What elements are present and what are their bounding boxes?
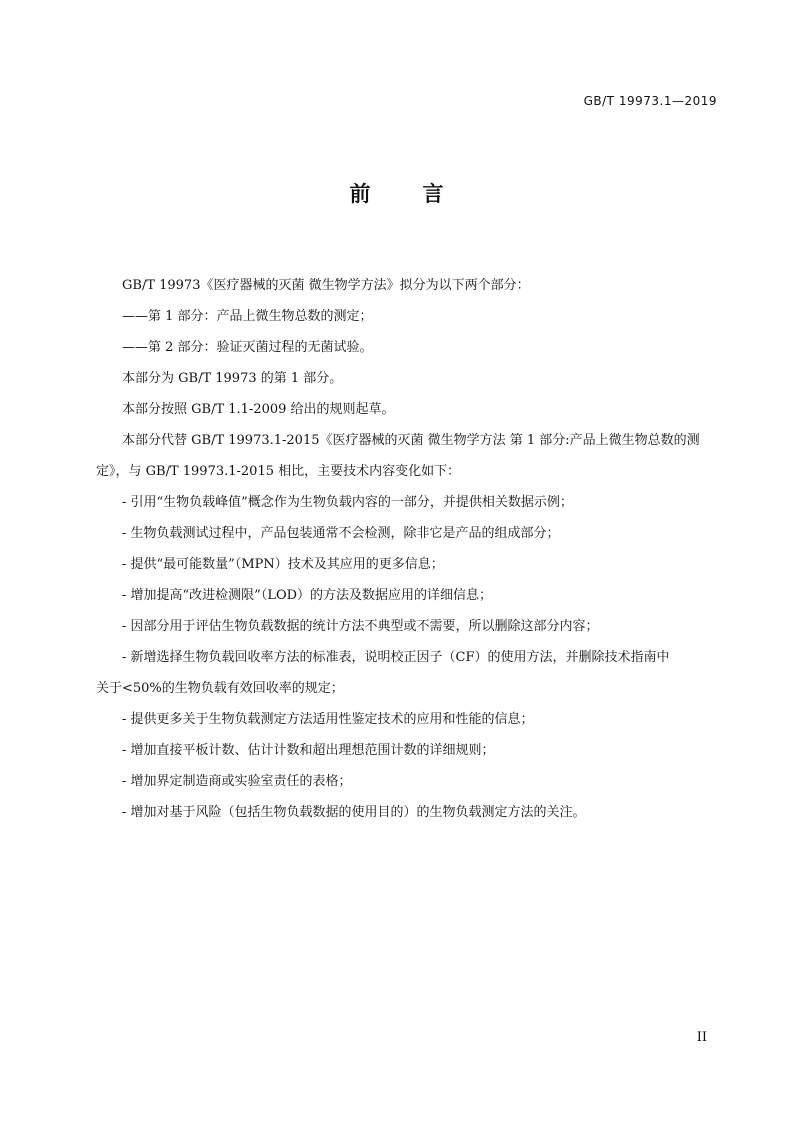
this-part-paragraph: 本部分为 GB/T 19973 的第 1 部分。 [122,371,343,386]
change-item: - 提供“最可能数量”（MPN）技术及其应用的更多信息； [122,557,444,572]
title-char-1: 前 [349,182,371,206]
change-item: - 引用“生物负载峰值”概念作为生物负载内容的一部分，并提供相关数据示例； [122,495,573,510]
change-item: - 增加直接平板计数、估计计数和超出理想范围计数的详细规则； [122,743,495,758]
change-item: - 生物负载测试过程中，产品包装通常不会检测，除非它是产品的组成部分； [122,526,560,541]
change-item: - 增加提高“改进检测限”（LOD）的方法及数据应用的详细信息； [122,588,493,603]
change-item-long-line-2: 关于<50%的生物负载有效回收率的规定； [96,681,344,696]
drafting-paragraph: 本部分按照 GB/T 1.1-2009 给出的规则起草。 [122,402,395,417]
standard-code: GB/T 19973.1—2019 [583,94,717,108]
change-item: - 因部分用于评估生物负载数据的统计方法不典型或不需要，所以删除这部分内容； [122,619,599,634]
change-item: - 提供更多关于生物负载测定方法适用性鉴定技术的应用和性能的信息； [122,712,534,727]
foreword-body [96,270,720,828]
page-title [0,178,793,208]
change-item: - 增加界定制造商或实验室责任的表格； [122,774,352,789]
change-item-long-line-1: - 新增选择生物负载回收率方法的标准表，说明校正因子（CF）的使用方法，并删除技术指南中 [122,650,670,665]
replaces-paragraph-line-2: 定》，与 GB/T 19973.1-2015 相比，主要技术内容变化如下： [96,464,461,479]
replaces-paragraph-line-1: 本部分代替 GB/T 19973.1-2015《医疗器械的灭菌 微生物学方法 第 1 部分:产品上微生物总数的测 [122,433,700,448]
part-item: ——第 2 部分：验证灭菌过程的无菌试验。 [122,340,373,355]
page-number: II [696,1030,707,1045]
part-item: ——第 1 部分：产品上微生物总数的测定； [122,309,373,324]
title-char-2: 言 [422,182,444,206]
change-item: - 增加对基于风险（包括生物负载数据的使用目的）的生物负载测定方法的关注。 [122,805,586,820]
intro-paragraph: GB/T 19973《医疗器械的灭菌 微生物学方法》拟分为以下两个部分： [122,278,530,293]
